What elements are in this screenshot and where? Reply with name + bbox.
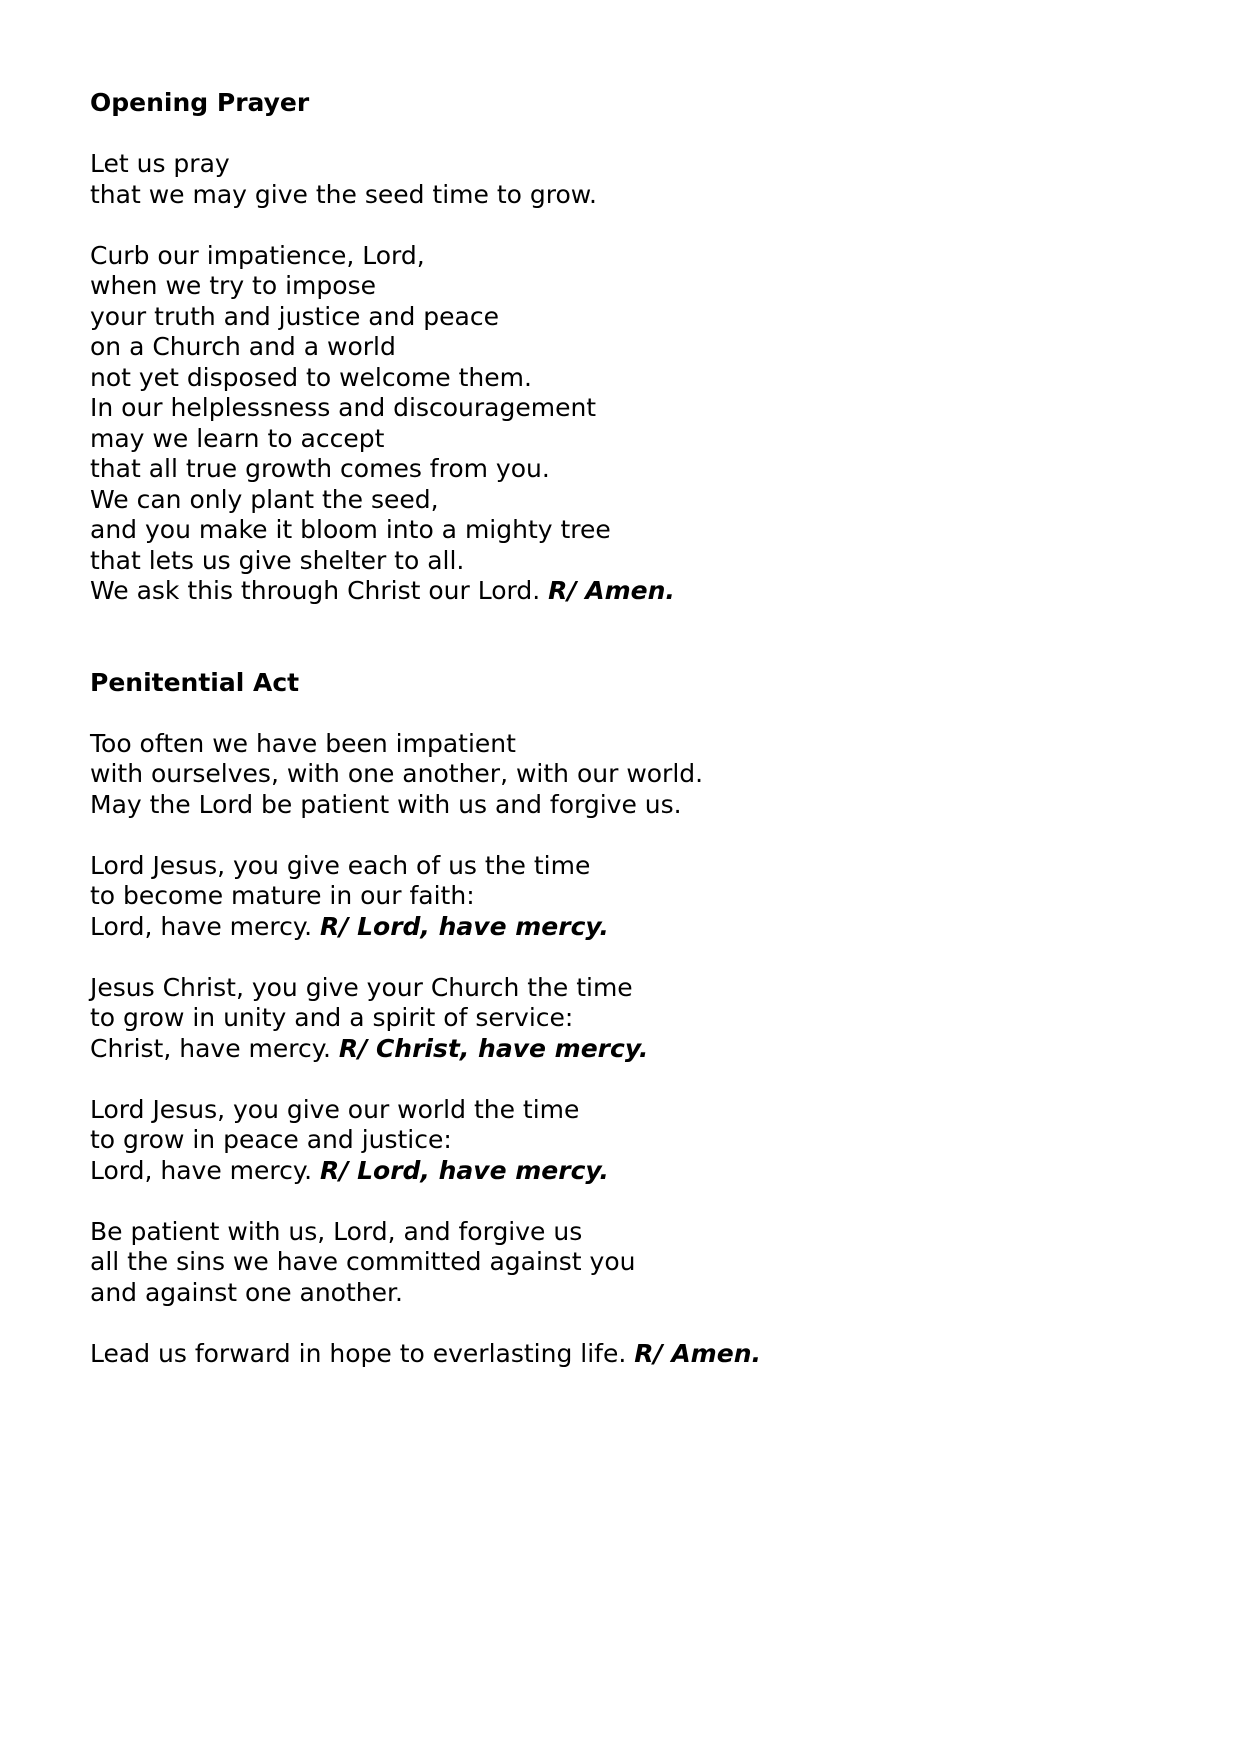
line-text: Curb our impatience, Lord, bbox=[90, 240, 425, 270]
prayer-paragraph bbox=[90, 149, 1170, 210]
line-text: may we learn to accept bbox=[90, 423, 385, 453]
response: R/ Lord, have mercy. bbox=[320, 911, 609, 941]
prayer-line bbox=[90, 790, 1170, 821]
paragraph-spacer bbox=[90, 820, 1170, 851]
prayer-line bbox=[90, 1217, 1170, 1248]
prayer-line bbox=[90, 759, 1170, 790]
line-text: to grow in unity and a spirit of service: bbox=[90, 1003, 574, 1032]
prayer-line bbox=[90, 363, 1170, 394]
prayer-line bbox=[90, 973, 1170, 1004]
line-text: that we may give the seed time to grow. bbox=[90, 179, 597, 209]
prayer-line bbox=[90, 271, 1170, 302]
paragraph-spacer bbox=[90, 698, 1170, 729]
prayer-line bbox=[90, 515, 1170, 546]
line-text: all the sins we have committed against you bbox=[90, 1247, 636, 1276]
line-text: Let us pray bbox=[90, 149, 230, 178]
line-text: that lets us give shelter to all. bbox=[90, 545, 465, 575]
response: R/ Lord, have mercy. bbox=[320, 1155, 609, 1185]
prayer-line bbox=[90, 546, 1170, 577]
prayer-line bbox=[90, 576, 1170, 607]
response: R/ Amen. bbox=[548, 576, 675, 605]
line-text: We can only plant the seed, bbox=[90, 484, 439, 514]
line-text: Too often we have been impatient bbox=[90, 728, 516, 758]
document-page bbox=[90, 88, 1170, 1369]
line-text: Lord Jesus, you give our world the time bbox=[90, 1094, 580, 1124]
line-text: that all true growth comes from you. bbox=[90, 454, 550, 483]
paragraph-spacer bbox=[90, 1064, 1170, 1095]
paragraph-spacer bbox=[90, 1308, 1170, 1339]
prayer-line bbox=[90, 241, 1170, 272]
prayer-line bbox=[90, 149, 1170, 180]
prayer-line bbox=[90, 729, 1170, 760]
response: R/ Christ, have mercy. bbox=[338, 1033, 649, 1063]
line-text: Christ, have mercy. bbox=[90, 1033, 331, 1063]
paragraph-spacer bbox=[90, 942, 1170, 973]
line-text: May the Lord be patient with us and forgive us. bbox=[90, 789, 682, 819]
line-text: and against one another. bbox=[90, 1277, 403, 1307]
prayer-paragraph bbox=[90, 241, 1170, 607]
prayer-line bbox=[90, 1156, 1170, 1187]
prayer-line bbox=[90, 1034, 1170, 1065]
line-text: Lead us forward in hope to everlasting life. bbox=[90, 1338, 627, 1368]
section-spacer bbox=[90, 607, 1170, 668]
line-text: Lord Jesus, you give each of us the time bbox=[90, 850, 591, 880]
line-text: We ask this through Christ our Lord. bbox=[90, 576, 541, 605]
prayer-line bbox=[90, 332, 1170, 363]
section-heading: Penitential Act bbox=[90, 667, 300, 697]
line-text: not yet disposed to welcome them. bbox=[90, 362, 532, 392]
line-text: with ourselves, with one another, with our world. bbox=[90, 759, 704, 788]
prayer-paragraph bbox=[90, 851, 1170, 943]
prayer-line bbox=[90, 393, 1170, 424]
prayer-paragraph bbox=[90, 1095, 1170, 1187]
prayer-line bbox=[90, 1339, 1170, 1370]
line-text: on a Church and a world bbox=[90, 332, 396, 361]
line-text: Lord, have mercy. bbox=[90, 1155, 313, 1185]
paragraph-spacer bbox=[90, 210, 1170, 241]
line-text: and you make it bloom into a mighty tree bbox=[90, 515, 611, 544]
line-text: In our helplessness and discouragement bbox=[90, 393, 597, 422]
prayer-line bbox=[90, 1095, 1170, 1126]
section bbox=[90, 88, 1170, 607]
prayer-line bbox=[90, 180, 1170, 211]
prayer-line bbox=[90, 912, 1170, 943]
prayer-line bbox=[90, 1003, 1170, 1034]
prayer-line bbox=[90, 454, 1170, 485]
prayer-line bbox=[90, 424, 1170, 455]
paragraph-spacer bbox=[90, 119, 1170, 150]
prayer-line bbox=[90, 485, 1170, 516]
prayer-line bbox=[90, 1278, 1170, 1309]
line-text: to become mature in our faith: bbox=[90, 881, 475, 910]
prayer-line bbox=[90, 881, 1170, 912]
line-text: Be patient with us, Lord, and forgive us bbox=[90, 1216, 583, 1246]
line-text: Jesus Christ, you give your Church the time bbox=[90, 972, 633, 1002]
prayer-line bbox=[90, 851, 1170, 882]
prayer-line bbox=[90, 1247, 1170, 1278]
line-text: Lord, have mercy. bbox=[90, 911, 313, 941]
line-text: your truth and justice and peace bbox=[90, 301, 499, 331]
response: R/ Amen. bbox=[634, 1338, 761, 1368]
paragraph-spacer bbox=[90, 1186, 1170, 1217]
prayer-paragraph bbox=[90, 729, 1170, 821]
section bbox=[90, 668, 1170, 1370]
prayer-line bbox=[90, 302, 1170, 333]
section-heading: Opening Prayer bbox=[90, 88, 310, 117]
line-text: when we try to impose bbox=[90, 271, 376, 300]
prayer-paragraph bbox=[90, 1217, 1170, 1309]
prayer-line bbox=[90, 1125, 1170, 1156]
prayer-paragraph bbox=[90, 1339, 1170, 1370]
line-text: to grow in peace and justice: bbox=[90, 1125, 452, 1154]
prayer-paragraph bbox=[90, 973, 1170, 1065]
